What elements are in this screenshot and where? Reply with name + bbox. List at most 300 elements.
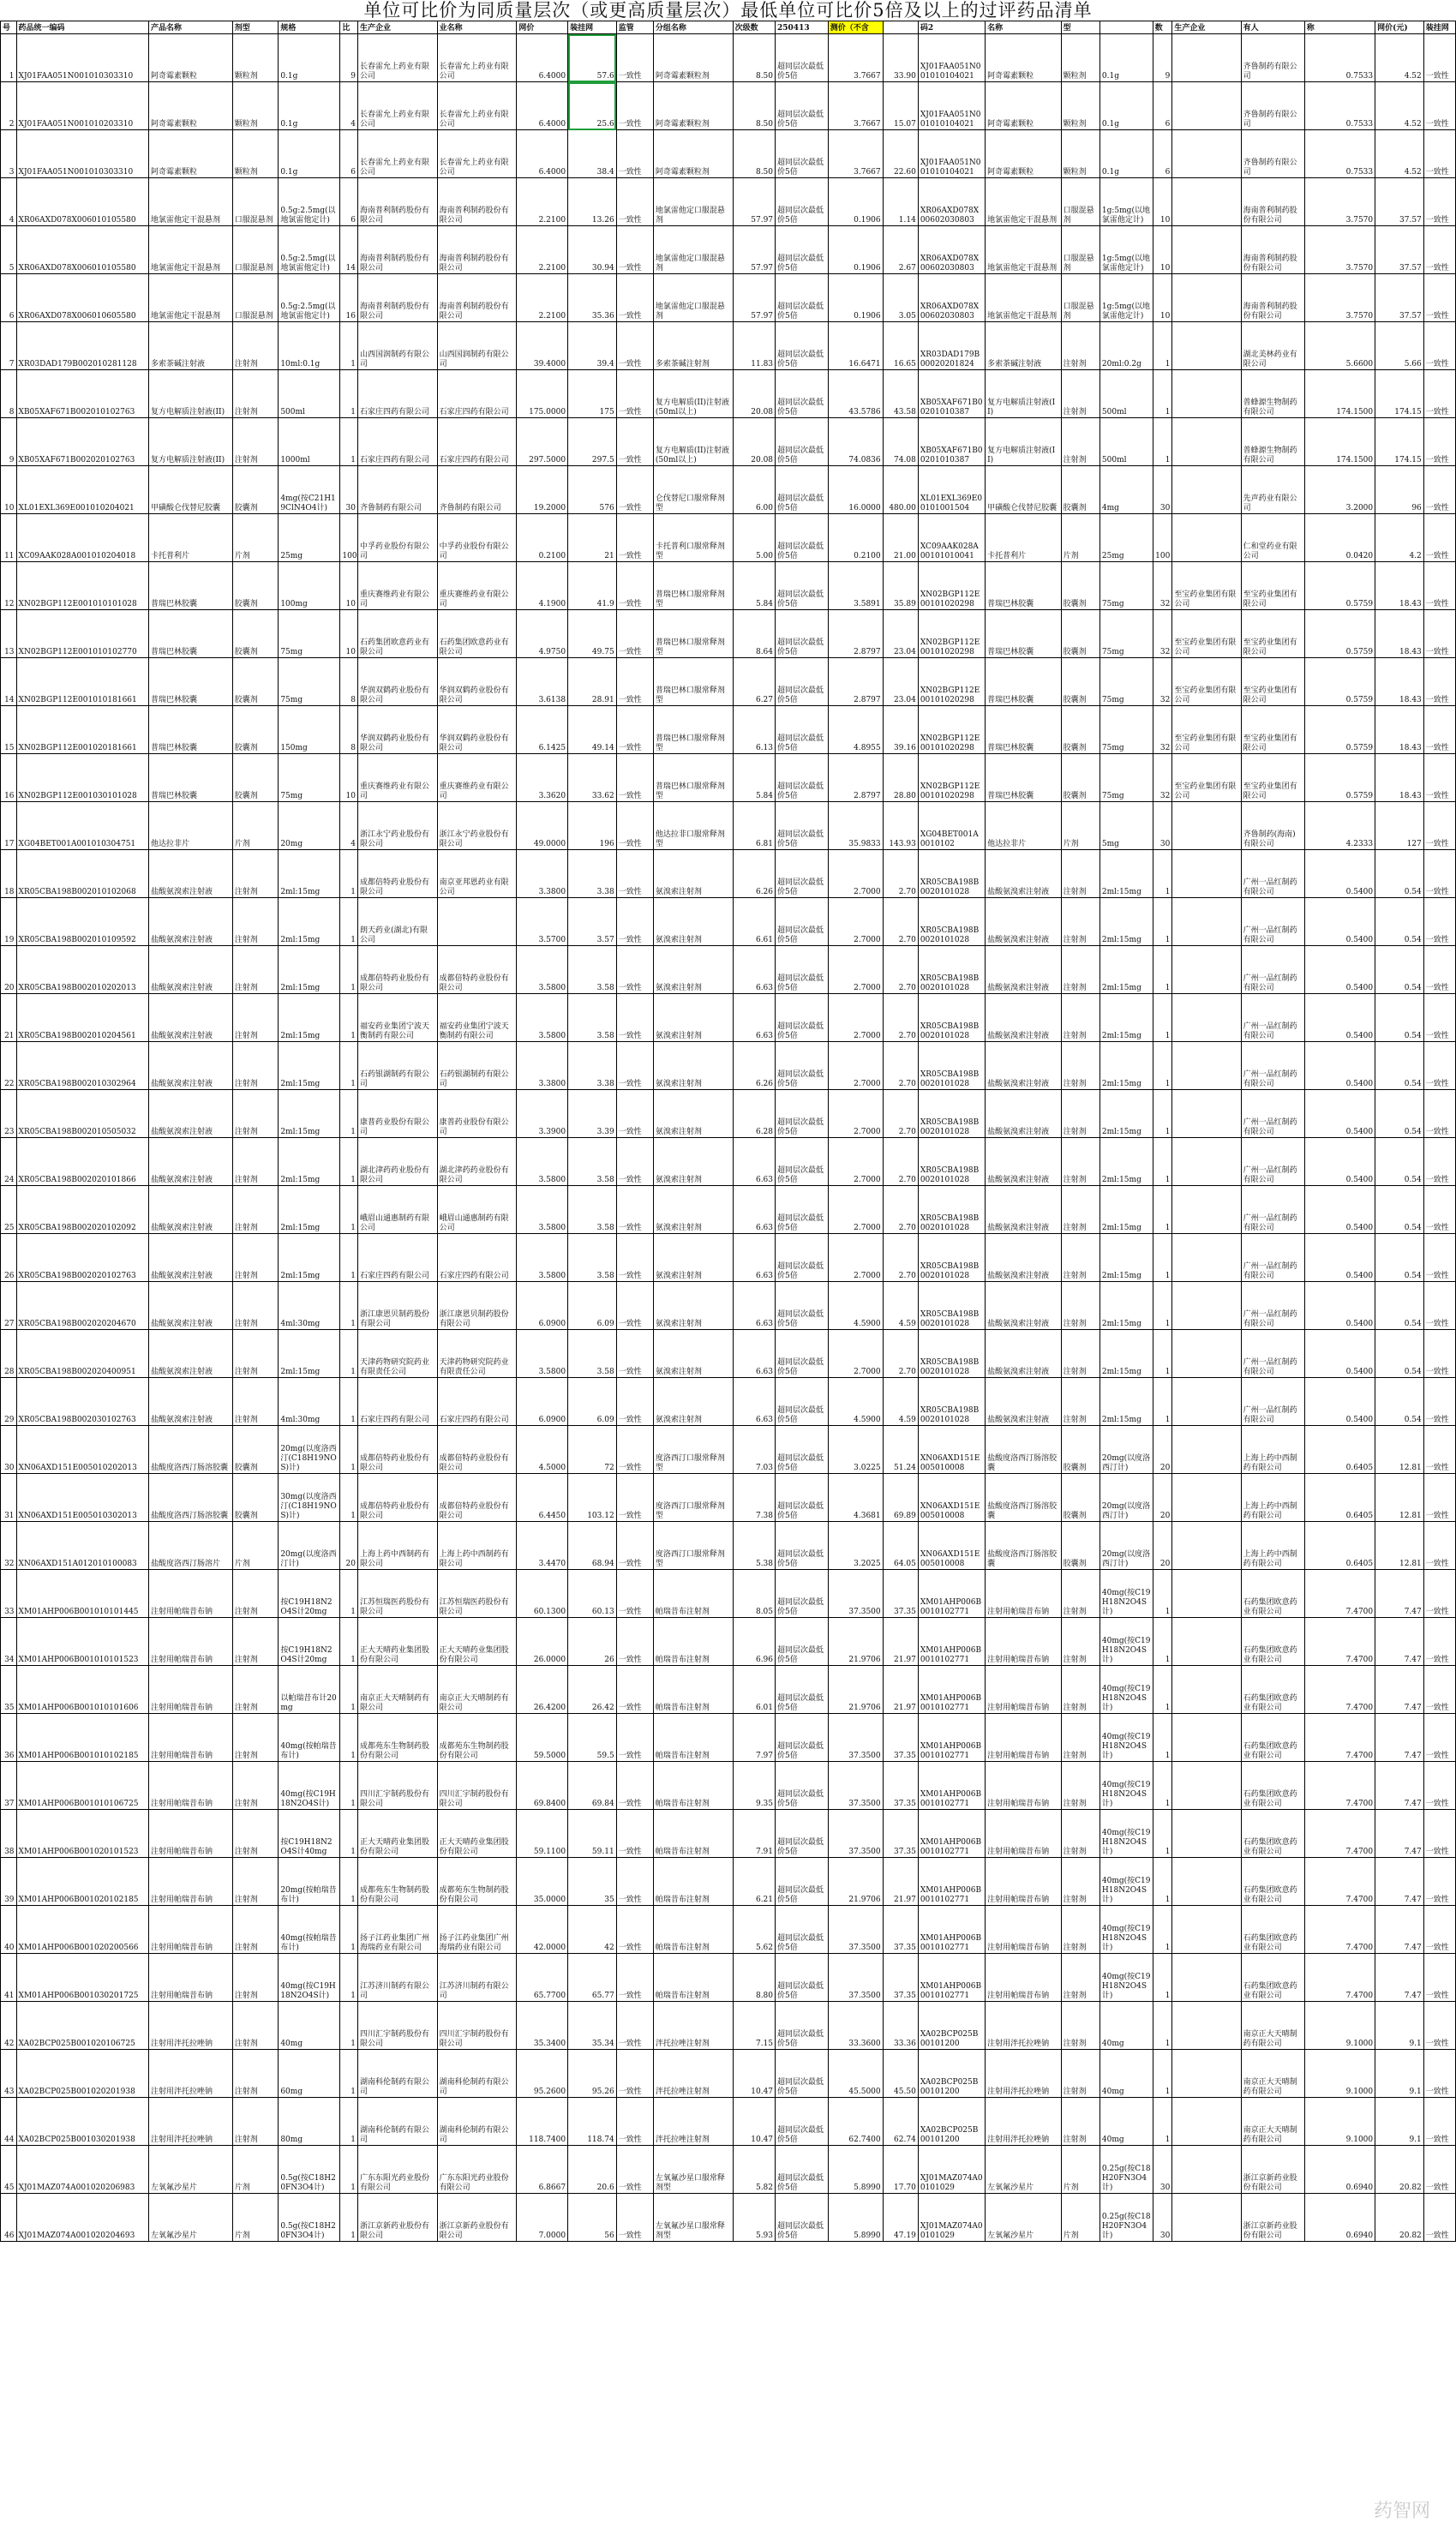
cell-pack-price[interactable]: 175 xyxy=(568,370,617,418)
cell-date[interactable]: 超同层次最低价5倍 xyxy=(776,1714,829,1762)
cell-code2[interactable]: XN02BGP112E00101020298 xyxy=(918,562,985,610)
cell-pack-price[interactable]: 3.58 xyxy=(568,946,617,994)
cell-net-price2[interactable]: 7.4700 xyxy=(1304,1666,1375,1714)
cell-name3[interactable]: 石药集团欧意药业有限公司 xyxy=(1241,1714,1304,1762)
cell-pack-price[interactable]: 6.09 xyxy=(568,1378,617,1426)
col-header-group[interactable]: 分组名称 xyxy=(653,21,733,34)
cell-pack-price2[interactable]: 7.47 xyxy=(1375,1666,1424,1714)
cell-blank[interactable]: 37.35 xyxy=(883,1570,918,1618)
cell-form2[interactable]: 注射剂 xyxy=(1061,1570,1099,1618)
cell-form[interactable]: 注射剂 xyxy=(232,994,279,1042)
cell-date[interactable]: 超同层次最低价5倍 xyxy=(776,1378,829,1426)
cell-blank[interactable]: 2.70 xyxy=(883,1330,918,1378)
cell-form[interactable]: 注射剂 xyxy=(232,2002,279,2050)
cell-manufacturer[interactable]: 广东东阳光药业股份有限公司 xyxy=(358,2146,438,2194)
cell-code[interactable]: XA02BCP025B001030201938 xyxy=(16,2098,148,2146)
cell-name2[interactable]: 盐酸度洛西汀肠溶胶囊 xyxy=(986,1474,1062,1522)
cell-multiple[interactable]: 6.63 xyxy=(733,1378,775,1426)
cell-pack-price2[interactable]: 7.47 xyxy=(1375,1954,1424,2002)
cell-test-price[interactable]: 2.7000 xyxy=(828,1090,883,1138)
cell-manufacturer[interactable]: 长春雷允上药业有限公司 xyxy=(358,130,438,178)
cell-form[interactable]: 胶囊剂 xyxy=(232,1426,279,1474)
cell-spec2[interactable]: 2ml:15mg xyxy=(1099,850,1153,898)
col-header-ratio[interactable]: 比 xyxy=(340,21,358,34)
cell-form2[interactable]: 胶囊剂 xyxy=(1061,1522,1099,1570)
cell-holder2[interactable] xyxy=(1172,82,1241,130)
cell-index[interactable]: 20 xyxy=(1,946,17,994)
cell-name2[interactable]: 复方电解质注射液(II) xyxy=(986,418,1062,466)
cell-group[interactable]: 阿奇霉素颗粒剂 xyxy=(653,130,733,178)
cell-name2[interactable]: 注射用帕瑞昔布钠 xyxy=(986,1762,1062,1810)
cell-ratio[interactable]: 1 xyxy=(340,1234,358,1282)
cell-count2[interactable]: 10 xyxy=(1153,178,1172,226)
cell-form[interactable]: 注射剂 xyxy=(232,1570,279,1618)
cell-regulation[interactable]: 一致性 xyxy=(616,418,653,466)
col-header-manufacturer[interactable]: 生产企业 xyxy=(358,21,438,34)
cell-pack-price[interactable]: 95.26 xyxy=(568,2050,617,2098)
cell-manufacturer[interactable]: 山西国润制药有限公司 xyxy=(358,322,438,370)
cell-group[interactable]: 泮托拉唑注射剂 xyxy=(653,2002,733,2050)
cell-multiple[interactable]: 6.63 xyxy=(733,946,775,994)
table-row[interactable] xyxy=(1,1858,1456,1906)
cell-manufacturer[interactable]: 福安药业集团宁波天衡制药有限公司 xyxy=(358,994,438,1042)
table-row[interactable] xyxy=(1,562,1456,610)
cell-multiple[interactable]: 8.50 xyxy=(733,130,775,178)
cell-form2[interactable]: 注射剂 xyxy=(1061,1666,1099,1714)
col-header-product[interactable]: 产品名称 xyxy=(148,21,232,34)
cell-manufacturer[interactable]: 成都倍特药业股份有限公司 xyxy=(358,1426,438,1474)
col-header-multiple[interactable]: 次级数 xyxy=(733,21,775,34)
cell-test-price[interactable]: 16.0000 xyxy=(828,466,883,514)
cell-spec2[interactable]: 20ml:0.2g xyxy=(1099,322,1153,370)
cell-code2[interactable]: XN06AXD151E005010008 xyxy=(918,1426,985,1474)
cell-product[interactable]: 注射用帕瑞昔布钠 xyxy=(148,1858,232,1906)
cell-manufacturer[interactable]: 成都苑东生物制药股份有限公司 xyxy=(358,1858,438,1906)
cell-index[interactable]: 2 xyxy=(1,82,17,130)
table-row[interactable] xyxy=(1,1426,1456,1474)
cell-regulation[interactable]: 一致性 xyxy=(616,802,653,850)
cell-form2[interactable]: 注射剂 xyxy=(1061,1762,1099,1810)
cell-net-price[interactable]: 49.0000 xyxy=(517,802,568,850)
cell-name3[interactable]: 至宝药业集团有限公司 xyxy=(1241,658,1304,706)
cell-holder2[interactable] xyxy=(1172,2050,1241,2098)
cell-spec2[interactable]: 75mg xyxy=(1099,610,1153,658)
cell-blank[interactable]: 28.80 xyxy=(883,754,918,802)
cell-name2[interactable]: 注射用帕瑞昔布钠 xyxy=(986,1810,1062,1858)
cell-spec2[interactable]: 500ml xyxy=(1099,370,1153,418)
cell-code2[interactable]: XR06AXD078X00602030803 xyxy=(918,226,985,274)
cell-form2[interactable]: 注射剂 xyxy=(1061,1906,1099,1954)
cell-index[interactable]: 17 xyxy=(1,802,17,850)
cell-code2[interactable]: XR05CBA198B0020101028 xyxy=(918,1234,985,1282)
cell-spec2[interactable]: 0.25g(按C18H20FN3O4计) xyxy=(1099,2146,1153,2194)
cell-company[interactable]: 广东东阳光药业股份有限公司 xyxy=(437,2146,517,2194)
table-row[interactable] xyxy=(1,1954,1456,2002)
cell-manufacturer[interactable]: 成都倍特药业股份有限公司 xyxy=(358,850,438,898)
cell-test-price[interactable]: 5.8990 xyxy=(828,2194,883,2242)
cell-ratio[interactable]: 1 xyxy=(340,1378,358,1426)
cell-code[interactable]: XR06AXD078X006010605580 xyxy=(16,274,148,322)
cell-blank[interactable]: 480.00 xyxy=(883,466,918,514)
cell-test-price[interactable]: 35.9833 xyxy=(828,802,883,850)
cell-form[interactable]: 颗粒剂 xyxy=(232,82,279,130)
cell-product[interactable]: 普瑞巴林胶囊 xyxy=(148,562,232,610)
cell-net-price[interactable]: 19.2000 xyxy=(517,466,568,514)
cell-product[interactable]: 左氧氟沙星片 xyxy=(148,2194,232,2242)
cell-blank[interactable]: 62.74 xyxy=(883,2098,918,2146)
cell-code[interactable]: XJ01FAA051N001010303310 xyxy=(16,130,148,178)
cell-code[interactable]: XJ01MAZ074A001020204693 xyxy=(16,2194,148,2242)
cell-net-price2[interactable]: 0.6405 xyxy=(1304,1522,1375,1570)
cell-regulation[interactable]: 一致性 xyxy=(616,2146,653,2194)
table-row[interactable] xyxy=(1,610,1456,658)
cell-group[interactable]: 多索茶碱注射剂 xyxy=(653,322,733,370)
cell-code[interactable]: XR05CBA198B002020204670 xyxy=(16,1282,148,1330)
cell-pack-price2[interactable]: 9.1 xyxy=(1375,2050,1424,2098)
cell-name3[interactable]: 石药集团欧意药业有限公司 xyxy=(1241,1858,1304,1906)
cell-form[interactable]: 片剂 xyxy=(232,2194,279,2242)
cell-name2[interactable]: 盐酸氨溴索注射液 xyxy=(986,1090,1062,1138)
cell-count2[interactable]: 20 xyxy=(1153,1522,1172,1570)
cell-pack-price[interactable]: 576 xyxy=(568,466,617,514)
cell-regulation[interactable]: 一致性 xyxy=(616,1954,653,2002)
cell-spec[interactable]: 2ml:15mg xyxy=(279,850,340,898)
cell-pack-price[interactable]: 35.34 xyxy=(568,2002,617,2050)
cell-pack-price2[interactable]: 0.54 xyxy=(1375,850,1424,898)
cell-spec2[interactable]: 2ml:15mg xyxy=(1099,946,1153,994)
cell-code2[interactable]: XR05CBA198B0020101028 xyxy=(918,1042,985,1090)
cell-net-price[interactable]: 3.6138 xyxy=(517,658,568,706)
cell-name2[interactable]: 注射用帕瑞昔布钠 xyxy=(986,1714,1062,1762)
cell-regulation2[interactable]: 一致性 xyxy=(1423,1714,1455,1762)
cell-spec2[interactable]: 0.1g xyxy=(1099,130,1153,178)
table-row[interactable] xyxy=(1,706,1456,754)
cell-net-price[interactable]: 3.3900 xyxy=(517,1090,568,1138)
cell-test-price[interactable]: 43.5786 xyxy=(828,370,883,418)
cell-net-price2[interactable]: 0.5400 xyxy=(1304,850,1375,898)
cell-regulation[interactable]: 一致性 xyxy=(616,514,653,562)
cell-manufacturer[interactable]: 石家庄四药有限公司 xyxy=(358,418,438,466)
cell-form[interactable]: 注射剂 xyxy=(232,850,279,898)
table-row[interactable] xyxy=(1,754,1456,802)
cell-count2[interactable]: 1 xyxy=(1153,1138,1172,1186)
cell-manufacturer[interactable]: 成都倍特药业股份有限公司 xyxy=(358,946,438,994)
cell-name2[interactable]: 多索茶碱注射液 xyxy=(986,322,1062,370)
col-header-code[interactable]: 药品统一编码 xyxy=(16,21,148,34)
cell-date[interactable]: 超同层次最低价5倍 xyxy=(776,1954,829,2002)
cell-form2[interactable]: 胶囊剂 xyxy=(1061,754,1099,802)
cell-pack-price2[interactable]: 12.81 xyxy=(1375,1474,1424,1522)
cell-net-price[interactable]: 6.0900 xyxy=(517,1378,568,1426)
cell-spec[interactable]: 40mg(按C19H18N2O4S计) xyxy=(279,1762,340,1810)
cell-company[interactable]: 四川汇宇制药股份有限公司 xyxy=(437,2002,517,2050)
cell-net-price2[interactable]: 7.4700 xyxy=(1304,1810,1375,1858)
cell-spec2[interactable]: 20mg(以度洛西汀计) xyxy=(1099,1474,1153,1522)
cell-multiple[interactable]: 6.63 xyxy=(733,1282,775,1330)
cell-manufacturer[interactable]: 浙江京新药业股份有限公司 xyxy=(358,2194,438,2242)
cell-count2[interactable]: 9 xyxy=(1153,34,1172,82)
col-header-holder2[interactable]: 有人 xyxy=(1241,21,1304,34)
cell-manufacturer[interactable]: 正大天晴药业集团股份有限公司 xyxy=(358,1810,438,1858)
cell-code[interactable]: XR05CBA198B002010302964 xyxy=(16,1042,148,1090)
cell-form[interactable]: 片剂 xyxy=(232,802,279,850)
cell-ratio[interactable]: 100 xyxy=(340,514,358,562)
cell-name2[interactable]: 盐酸氨溴索注射液 xyxy=(986,898,1062,946)
cell-count2[interactable]: 1 xyxy=(1153,946,1172,994)
cell-form2[interactable]: 注射剂 xyxy=(1061,1810,1099,1858)
cell-form2[interactable]: 注射剂 xyxy=(1061,1282,1099,1330)
cell-spec2[interactable]: 40mg(按C19H18N2O4S计) xyxy=(1099,1714,1153,1762)
cell-holder2[interactable]: 至宝药业集团有限公司 xyxy=(1172,754,1241,802)
cell-index[interactable]: 28 xyxy=(1,1330,17,1378)
cell-pack-price[interactable]: 13.26 xyxy=(568,178,617,226)
cell-company[interactable]: 山西国润制药有限公司 xyxy=(437,322,517,370)
cell-multiple[interactable]: 6.27 xyxy=(733,658,775,706)
cell-index[interactable]: 46 xyxy=(1,2194,17,2242)
cell-holder2[interactable] xyxy=(1172,1090,1241,1138)
cell-pack-price2[interactable]: 4.52 xyxy=(1375,130,1424,178)
cell-pack-price2[interactable]: 0.54 xyxy=(1375,898,1424,946)
cell-pack-price2[interactable]: 7.47 xyxy=(1375,1570,1424,1618)
cell-code[interactable]: XR05CBA198B002010109592 xyxy=(16,898,148,946)
cell-holder2[interactable] xyxy=(1172,1858,1241,1906)
cell-manufacturer[interactable]: 湖南科伦制药有限公司 xyxy=(358,2050,438,2098)
cell-group[interactable]: 帕瑞昔布注射剂 xyxy=(653,1906,733,1954)
cell-spec[interactable]: 20mg(以度洛西汀计) xyxy=(279,1522,340,1570)
cell-name3[interactable]: 石药集团欧意药业有限公司 xyxy=(1241,1954,1304,2002)
cell-holder2[interactable] xyxy=(1172,274,1241,322)
cell-date[interactable]: 超同层次最低价5倍 xyxy=(776,274,829,322)
cell-net-price2[interactable]: 0.6940 xyxy=(1304,2146,1375,2194)
cell-count2[interactable]: 32 xyxy=(1153,562,1172,610)
cell-regulation2[interactable]: 一致性 xyxy=(1423,418,1455,466)
cell-count2[interactable]: 1 xyxy=(1153,2002,1172,2050)
cell-holder2[interactable] xyxy=(1172,178,1241,226)
cell-regulation[interactable]: 一致性 xyxy=(616,1906,653,1954)
cell-group[interactable]: 左氧氟沙星口服常释剂型 xyxy=(653,2194,733,2242)
cell-pack-price2[interactable]: 7.47 xyxy=(1375,1810,1424,1858)
cell-group[interactable]: 帕瑞昔布注射剂 xyxy=(653,1858,733,1906)
cell-blank[interactable]: 51.24 xyxy=(883,1426,918,1474)
cell-pack-price2[interactable]: 127 xyxy=(1375,802,1424,850)
cell-pack-price2[interactable]: 12.81 xyxy=(1375,1522,1424,1570)
cell-form2[interactable]: 口服混悬剂 xyxy=(1061,178,1099,226)
cell-product[interactable]: 盐酸氨溴索注射液 xyxy=(148,1234,232,1282)
cell-group[interactable]: 普瑞巴林口服常释剂型 xyxy=(653,658,733,706)
cell-company[interactable]: 重庆赛维药业有限公司 xyxy=(437,754,517,802)
cell-regulation2[interactable]: 一致性 xyxy=(1423,2050,1455,2098)
cell-net-price[interactable]: 3.5800 xyxy=(517,1234,568,1282)
table-row[interactable] xyxy=(1,2050,1456,2098)
cell-pack-price[interactable]: 118.74 xyxy=(568,2098,617,2146)
cell-regulation[interactable]: 一致性 xyxy=(616,658,653,706)
cell-spec2[interactable]: 2ml:15mg xyxy=(1099,898,1153,946)
cell-spec[interactable]: 80mg xyxy=(279,2098,340,2146)
cell-regulation2[interactable]: 一致性 xyxy=(1423,1522,1455,1570)
cell-ratio[interactable]: 1 xyxy=(340,1186,358,1234)
cell-spec[interactable]: 按C19H18N2O4S计20mg xyxy=(279,1570,340,1618)
cell-count2[interactable]: 1 xyxy=(1153,1282,1172,1330)
cell-blank[interactable]: 2.70 xyxy=(883,1234,918,1282)
table-row[interactable] xyxy=(1,2002,1456,2050)
cell-multiple[interactable]: 11.83 xyxy=(733,322,775,370)
cell-form2[interactable]: 注射剂 xyxy=(1061,1138,1099,1186)
cell-product[interactable]: 盐酸氨溴索注射液 xyxy=(148,1138,232,1186)
cell-index[interactable]: 43 xyxy=(1,2050,17,2098)
cell-manufacturer[interactable]: 石家庄四药有限公司 xyxy=(358,1378,438,1426)
cell-group[interactable]: 度洛西汀口服常释剂型 xyxy=(653,1522,733,1570)
cell-name2[interactable]: 注射用泮托拉唑钠 xyxy=(986,2050,1062,2098)
cell-date[interactable]: 超同层次最低价5倍 xyxy=(776,1762,829,1810)
cell-group[interactable]: 氨溴索注射剂 xyxy=(653,1186,733,1234)
cell-ratio[interactable]: 1 xyxy=(340,418,358,466)
cell-date[interactable]: 超同层次最低价5倍 xyxy=(776,1474,829,1522)
cell-company[interactable]: 浙江京新药业股份有限公司 xyxy=(437,2194,517,2242)
cell-code[interactable]: XA02BCP025B001020106725 xyxy=(16,2002,148,2050)
cell-product[interactable]: 盐酸度洛西汀肠溶胶囊 xyxy=(148,1426,232,1474)
cell-date[interactable]: 超同层次最低价5倍 xyxy=(776,1234,829,1282)
cell-code[interactable]: XJ01MAZ074A001020206983 xyxy=(16,2146,148,2194)
cell-multiple[interactable]: 6.63 xyxy=(733,1330,775,1378)
cell-pack-price2[interactable]: 18.43 xyxy=(1375,562,1424,610)
cell-count2[interactable]: 1 xyxy=(1153,1714,1172,1762)
table-row[interactable] xyxy=(1,2146,1456,2194)
cell-regulation2[interactable]: 一致性 xyxy=(1423,1906,1455,1954)
cell-form2[interactable]: 注射剂 xyxy=(1061,418,1099,466)
cell-pack-price[interactable]: 103.12 xyxy=(568,1474,617,1522)
cell-form2[interactable]: 注射剂 xyxy=(1061,1186,1099,1234)
cell-holder2[interactable] xyxy=(1172,2146,1241,2194)
cell-test-price[interactable]: 2.7000 xyxy=(828,1234,883,1282)
cell-ratio[interactable]: 1 xyxy=(340,1762,358,1810)
cell-code2[interactable]: XG04BET001A0010102 xyxy=(918,802,985,850)
cell-count2[interactable]: 1 xyxy=(1153,1570,1172,1618)
cell-spec[interactable]: 10ml:0.1g xyxy=(279,322,340,370)
cell-regulation2[interactable]: 一致性 xyxy=(1423,1666,1455,1714)
cell-spec2[interactable]: 40mg(按C19H18N2O4S计) xyxy=(1099,1666,1153,1714)
cell-spec2[interactable]: 2ml:15mg xyxy=(1099,1090,1153,1138)
cell-manufacturer[interactable]: 成都倍特药业股份有限公司 xyxy=(358,1474,438,1522)
cell-form2[interactable]: 注射剂 xyxy=(1061,994,1099,1042)
cell-regulation2[interactable]: 一致性 xyxy=(1423,82,1455,130)
cell-form2[interactable]: 颗粒剂 xyxy=(1061,34,1099,82)
cell-net-price[interactable]: 3.3800 xyxy=(517,850,568,898)
cell-test-price[interactable]: 3.7667 xyxy=(828,34,883,82)
cell-company[interactable]: 海南普利制药股份有限公司 xyxy=(437,226,517,274)
cell-code[interactable]: XB05XAF671B002010102763 xyxy=(16,370,148,418)
cell-ratio[interactable]: 1 xyxy=(340,322,358,370)
cell-company[interactable]: 长春雷允上药业有限公司 xyxy=(437,34,517,82)
cell-product[interactable]: 注射用帕瑞昔布钠 xyxy=(148,1810,232,1858)
cell-group[interactable]: 左氧氟沙星口服常释剂型 xyxy=(653,2146,733,2194)
cell-net-price2[interactable]: 7.4700 xyxy=(1304,1858,1375,1906)
cell-name2[interactable]: 左氧氟沙星片 xyxy=(986,2146,1062,2194)
cell-pack-price2[interactable]: 96 xyxy=(1375,466,1424,514)
cell-regulation2[interactable]: 一致性 xyxy=(1423,1090,1455,1138)
cell-pack-price2[interactable]: 37.57 xyxy=(1375,178,1424,226)
cell-multiple[interactable]: 6.63 xyxy=(733,1138,775,1186)
cell-test-price[interactable]: 37.3500 xyxy=(828,1570,883,1618)
cell-holder2[interactable] xyxy=(1172,1522,1241,1570)
cell-ratio[interactable]: 6 xyxy=(340,130,358,178)
cell-name2[interactable]: 注射用泮托拉唑钠 xyxy=(986,2002,1062,2050)
cell-pack-price[interactable]: 39.4 xyxy=(568,322,617,370)
cell-ratio[interactable]: 10 xyxy=(340,754,358,802)
cell-holder2[interactable] xyxy=(1172,946,1241,994)
cell-multiple[interactable]: 6.81 xyxy=(733,802,775,850)
cell-group[interactable]: 仑伐替尼口服常释剂型 xyxy=(653,466,733,514)
cell-spec[interactable]: 20mg xyxy=(279,802,340,850)
cell-form2[interactable]: 口服混悬剂 xyxy=(1061,226,1099,274)
cell-count2[interactable]: 1 xyxy=(1153,418,1172,466)
cell-group[interactable]: 氨溴索注射剂 xyxy=(653,1234,733,1282)
cell-pack-price[interactable]: 59.5 xyxy=(568,1714,617,1762)
cell-index[interactable]: 11 xyxy=(1,514,17,562)
cell-net-price[interactable]: 42.0000 xyxy=(517,1906,568,1954)
cell-spec[interactable]: 40mg(按C19H18N2O4S计) xyxy=(279,1954,340,2002)
cell-manufacturer[interactable]: 长春雷允上药业有限公司 xyxy=(358,82,438,130)
table-row[interactable] xyxy=(1,1186,1456,1234)
cell-ratio[interactable]: 14 xyxy=(340,226,358,274)
cell-code2[interactable]: XR05CBA198B0020101028 xyxy=(918,1138,985,1186)
cell-product[interactable]: 盐酸氨溴索注射液 xyxy=(148,850,232,898)
cell-net-price[interactable]: 35.0000 xyxy=(517,1858,568,1906)
cell-code2[interactable]: XM01AHP006B0010102771 xyxy=(918,1858,985,1906)
cell-form[interactable]: 注射剂 xyxy=(232,2098,279,2146)
cell-net-price[interactable]: 3.5800 xyxy=(517,1138,568,1186)
cell-blank[interactable]: 23.04 xyxy=(883,658,918,706)
cell-form[interactable]: 胶囊剂 xyxy=(232,658,279,706)
cell-count2[interactable]: 1 xyxy=(1153,2098,1172,2146)
cell-test-price[interactable]: 33.3600 xyxy=(828,2002,883,2050)
cell-pack-price2[interactable]: 7.47 xyxy=(1375,1762,1424,1810)
cell-ratio[interactable]: 1 xyxy=(340,370,358,418)
cell-form2[interactable]: 片剂 xyxy=(1061,514,1099,562)
cell-net-price2[interactable]: 7.4700 xyxy=(1304,1954,1375,2002)
cell-code2[interactable]: XR05CBA198B0020101028 xyxy=(918,1186,985,1234)
cell-form2[interactable]: 注射剂 xyxy=(1061,1954,1099,2002)
cell-code2[interactable]: XR06AXD078X00602030803 xyxy=(918,178,985,226)
cell-count2[interactable]: 32 xyxy=(1153,658,1172,706)
cell-index[interactable]: 8 xyxy=(1,370,17,418)
cell-name2[interactable]: 盐酸氨溴索注射液 xyxy=(986,850,1062,898)
cell-manufacturer[interactable]: 石家庄四药有限公司 xyxy=(358,370,438,418)
cell-name2[interactable]: 地氯雷他定干混悬剂 xyxy=(986,178,1062,226)
cell-count2[interactable]: 1 xyxy=(1153,1666,1172,1714)
cell-spec[interactable]: 4mg(按C21H19ClN4O4计) xyxy=(279,466,340,514)
cell-pack-price[interactable]: 42 xyxy=(568,1906,617,1954)
cell-pack-price2[interactable]: 0.54 xyxy=(1375,1330,1424,1378)
cell-pack-price[interactable]: 57.6 xyxy=(568,34,617,82)
cell-date[interactable]: 超同层次最低价5倍 xyxy=(776,1522,829,1570)
cell-net-price[interactable]: 95.2600 xyxy=(517,2050,568,2098)
cell-form[interactable]: 注射剂 xyxy=(232,1906,279,1954)
table-row[interactable] xyxy=(1,1330,1456,1378)
cell-index[interactable]: 5 xyxy=(1,226,17,274)
cell-regulation2[interactable]: 一致性 xyxy=(1423,2002,1455,2050)
cell-company[interactable]: 齐鲁制药有限公司 xyxy=(437,466,517,514)
cell-name2[interactable]: 普瑞巴林胶囊 xyxy=(986,562,1062,610)
cell-code[interactable]: XN06AXD151A012010100083 xyxy=(16,1522,148,1570)
table-row[interactable] xyxy=(1,658,1456,706)
cell-multiple[interactable]: 20.08 xyxy=(733,370,775,418)
cell-holder2[interactable]: 至宝药业集团有限公司 xyxy=(1172,706,1241,754)
cell-name3[interactable]: 石药集团欧意药业有限公司 xyxy=(1241,1666,1304,1714)
cell-count2[interactable]: 30 xyxy=(1153,2146,1172,2194)
cell-manufacturer[interactable]: 湖南科伦制药有限公司 xyxy=(358,2098,438,2146)
cell-group[interactable]: 普瑞巴林口服常释剂型 xyxy=(653,754,733,802)
cell-regulation[interactable]: 一致性 xyxy=(616,1474,653,1522)
